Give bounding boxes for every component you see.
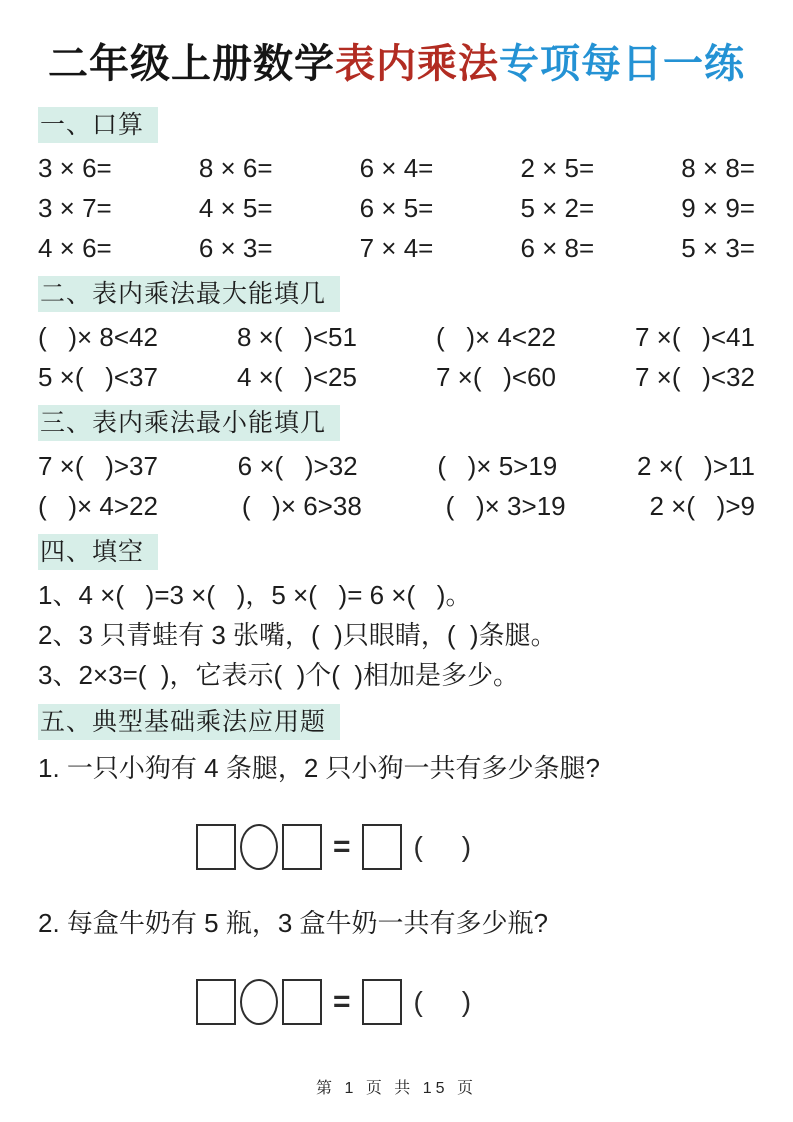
- section-oral-calc: [38, 99, 755, 268]
- section-word-problems: [38, 696, 755, 1027]
- answer-template-row: [196, 977, 755, 1027]
- min-fill-problem: ( )× 6>38: [241, 491, 362, 521]
- equals-sign: =: [333, 830, 351, 863]
- operator-circle: [240, 824, 278, 870]
- answer-box: [282, 824, 322, 870]
- answer-box: [196, 979, 236, 1025]
- page-number: 第 1 页 共 15 页: [316, 1080, 477, 1097]
- section-heading-fill-blanks: 四、填空: [38, 534, 158, 570]
- oral-problem: 6 × 3=: [198, 233, 273, 263]
- min-fill-row: [38, 486, 755, 526]
- oral-row: [38, 148, 755, 188]
- oral-problem: 9 × 9=: [681, 193, 755, 223]
- oral-problem: 5 × 3=: [681, 233, 755, 263]
- title-part-red: 表内乘法: [335, 42, 499, 86]
- max-fill-problem: 7 ×( )<60: [436, 362, 556, 392]
- answer-box: [362, 979, 402, 1025]
- max-fill-problem: 7 ×( )<41: [635, 322, 755, 352]
- max-fill-problem: 7 ×( )<32: [635, 362, 755, 392]
- oral-row: [38, 188, 755, 228]
- max-fill-problem: 5 ×( )<37: [38, 362, 158, 392]
- oral-problem: 3 × 6=: [38, 153, 112, 183]
- unit-parentheses: ( ): [413, 831, 472, 862]
- oral-problem: 6 × 5=: [359, 193, 434, 223]
- max-fill-row: [38, 357, 755, 397]
- oral-problem: 4 × 6=: [38, 233, 112, 263]
- oral-problem: 5 × 2=: [520, 193, 595, 223]
- min-fill-problem: ( )× 4>22: [38, 491, 158, 521]
- max-fill-problem: ( )× 8<42: [38, 322, 158, 352]
- section-fill-blanks: [38, 526, 755, 695]
- page-title: [38, 32, 755, 89]
- section-max-fill: [38, 268, 755, 397]
- oral-problem: 3 × 7=: [38, 193, 112, 223]
- word-problem-text: 2. 每盒牛奶有 5 瓶，3 盒牛奶一共有多少瓶?: [38, 908, 548, 938]
- min-fill-problem: ( )× 3>19: [445, 491, 566, 521]
- section-heading-oral: 一、口算: [38, 107, 158, 143]
- oral-problem: 8 × 6=: [198, 153, 273, 183]
- unit-parentheses: ( ): [413, 986, 472, 1017]
- equals-sign: =: [333, 985, 351, 1018]
- title-part-blue: 专项每日一练: [499, 42, 745, 86]
- oral-problem: 6 × 8=: [520, 233, 595, 263]
- word-problem-text: 1. 一只小狗有 4 条腿，2 只小狗一共有多少条腿?: [38, 753, 600, 783]
- answer-template-row: [196, 822, 755, 872]
- min-fill-problem: ( )× 5>19: [437, 451, 558, 481]
- answer-box: [282, 979, 322, 1025]
- oral-problem: 7 × 4=: [359, 233, 434, 263]
- section-heading-max-fill: 二、表内乘法最大能填几: [38, 276, 340, 312]
- oral-problem: 2 × 5=: [520, 153, 595, 183]
- fill-blank-item: 2、3 只青蛙有 3 张嘴，( )只眼睛，( )条腿。: [38, 620, 557, 650]
- max-fill-row: [38, 317, 755, 357]
- max-fill-problem: 4 ×( )<25: [237, 362, 357, 392]
- section-heading-word-problems: 五、典型基础乘法应用题: [38, 704, 340, 740]
- oral-row: [38, 228, 755, 268]
- fill-blank-item: 3、2×3=( )，它表示( )个( )相加是多少。: [38, 660, 520, 690]
- max-fill-problem: ( )× 4<22: [436, 322, 556, 352]
- answer-box: [196, 824, 236, 870]
- min-fill-row: [38, 446, 755, 486]
- fill-blank-item: 1、4 ×( )=3 ×( )，5 ×( )= 6 ×( )。: [38, 580, 472, 610]
- min-fill-problem: 2 ×( )>11: [636, 451, 755, 481]
- operator-circle: [240, 979, 278, 1025]
- min-fill-problem: 2 ×( )>9: [649, 491, 755, 521]
- section-heading-min-fill: 三、表内乘法最小能填几: [38, 405, 340, 441]
- max-fill-problem: 8 ×( )<51: [237, 322, 357, 352]
- section-min-fill: [38, 397, 755, 526]
- min-fill-problem: 6 ×( )>32: [237, 451, 358, 481]
- oral-problem: 8 × 8=: [681, 153, 755, 183]
- oral-problem: 6 × 4=: [359, 153, 434, 183]
- min-fill-problem: 7 ×( )>37: [38, 451, 158, 481]
- oral-problem: 4 × 5=: [198, 193, 273, 223]
- title-part-black: 二年级上册数学: [48, 42, 335, 86]
- answer-box: [362, 824, 402, 870]
